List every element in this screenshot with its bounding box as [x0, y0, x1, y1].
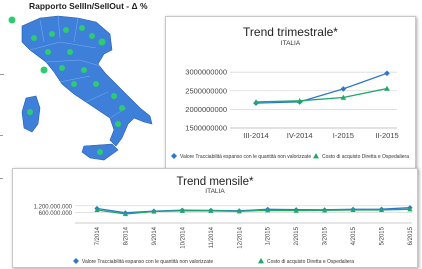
- map-marker[interactable]: [9, 17, 16, 24]
- map-marker[interactable]: [97, 149, 103, 155]
- legend-marker-1: [171, 153, 177, 159]
- map-marker[interactable]: [59, 65, 65, 71]
- map-marker[interactable]: [79, 25, 85, 31]
- x-tick-label: I-2015: [332, 131, 354, 140]
- y-tick-label: 2000000000: [185, 104, 227, 114]
- y-tick-label: 1.200.000.000: [33, 204, 72, 211]
- y-tick-label: 1500000000: [185, 123, 227, 133]
- map-marker[interactable]: [67, 49, 73, 55]
- x-tick-label: 4/2015: [351, 227, 358, 246]
- map-title: Rapporto SellIn/SellOut - Δ %: [29, 1, 148, 11]
- y-tick-label: 3000000000: [185, 67, 227, 77]
- quarterly-trend-panel: [165, 16, 416, 173]
- x-tick-label: 2/2015: [294, 227, 301, 246]
- monthly-chart[interactable]: [13, 169, 417, 267]
- x-tick-label: 10/2014: [180, 227, 187, 249]
- map-marker[interactable]: [119, 105, 125, 111]
- map-marker[interactable]: [63, 27, 69, 33]
- legend-label-1: Valore Tracciabilità espanso con le quantità non valorizzate: [82, 259, 214, 265]
- map-marker[interactable]: [31, 35, 37, 41]
- map-marker[interactable]: [115, 121, 121, 127]
- y-tick-label: 600.000.000: [38, 210, 72, 217]
- x-tick-label: 6/2015: [408, 227, 414, 246]
- legend-marker-2: [313, 153, 319, 158]
- y-tick-label: 2500000000: [185, 86, 227, 96]
- x-tick-label: 1/2015: [265, 227, 272, 246]
- legend-label-2: Costo di acquisto Diretta e Ospedaliera: [267, 259, 354, 265]
- map-marker[interactable]: [41, 67, 48, 74]
- divider: [0, 178, 3, 179]
- x-tick-label: 11/2014: [208, 227, 215, 249]
- x-tick-label: III-2014: [243, 131, 269, 140]
- map-marker[interactable]: [45, 49, 51, 55]
- map-marker[interactable]: [99, 39, 106, 46]
- map-marker[interactable]: [49, 31, 55, 37]
- map-marker[interactable]: [93, 81, 99, 87]
- map-marker[interactable]: [111, 93, 117, 99]
- monthly-title: Trend mensile*: [176, 176, 254, 188]
- monthly-subtitle: ITALIA: [205, 188, 225, 195]
- legend-label-2: Costo di acquisto Diretta e Ospedaliera: [322, 154, 409, 160]
- map-marker[interactable]: [27, 109, 33, 115]
- legend-label-1: Valore Tracciabilità espanso con le quantità non valorizzate: [180, 154, 312, 160]
- map-marker[interactable]: [89, 33, 95, 39]
- monthly-trend-panel: [12, 168, 418, 268]
- x-tick-label: 3/2015: [322, 227, 329, 246]
- x-tick-label: 12/2014: [237, 227, 244, 249]
- map-marker[interactable]: [81, 67, 87, 73]
- italy-map[interactable]: [0, 12, 160, 164]
- quarterly-chart[interactable]: [166, 17, 415, 172]
- data-point-diamond: [384, 70, 390, 76]
- x-tick-label: 9/2014: [151, 227, 158, 246]
- x-tick-label: 8/2014: [123, 227, 130, 246]
- legend-marker-2: [258, 258, 264, 263]
- italy-mainland[interactable]: [22, 16, 152, 146]
- x-tick-label: 7/2014: [95, 227, 101, 246]
- legend-marker-1: [73, 258, 79, 264]
- quarterly-title: Trend trimestrale*: [243, 25, 338, 39]
- map-marker[interactable]: [71, 81, 77, 87]
- x-tick-label: II-2015: [375, 131, 399, 140]
- quarterly-subtitle: ITALIA: [280, 40, 301, 47]
- x-tick-label: 5/2015: [379, 227, 386, 246]
- x-tick-label: IV-2014: [286, 131, 313, 140]
